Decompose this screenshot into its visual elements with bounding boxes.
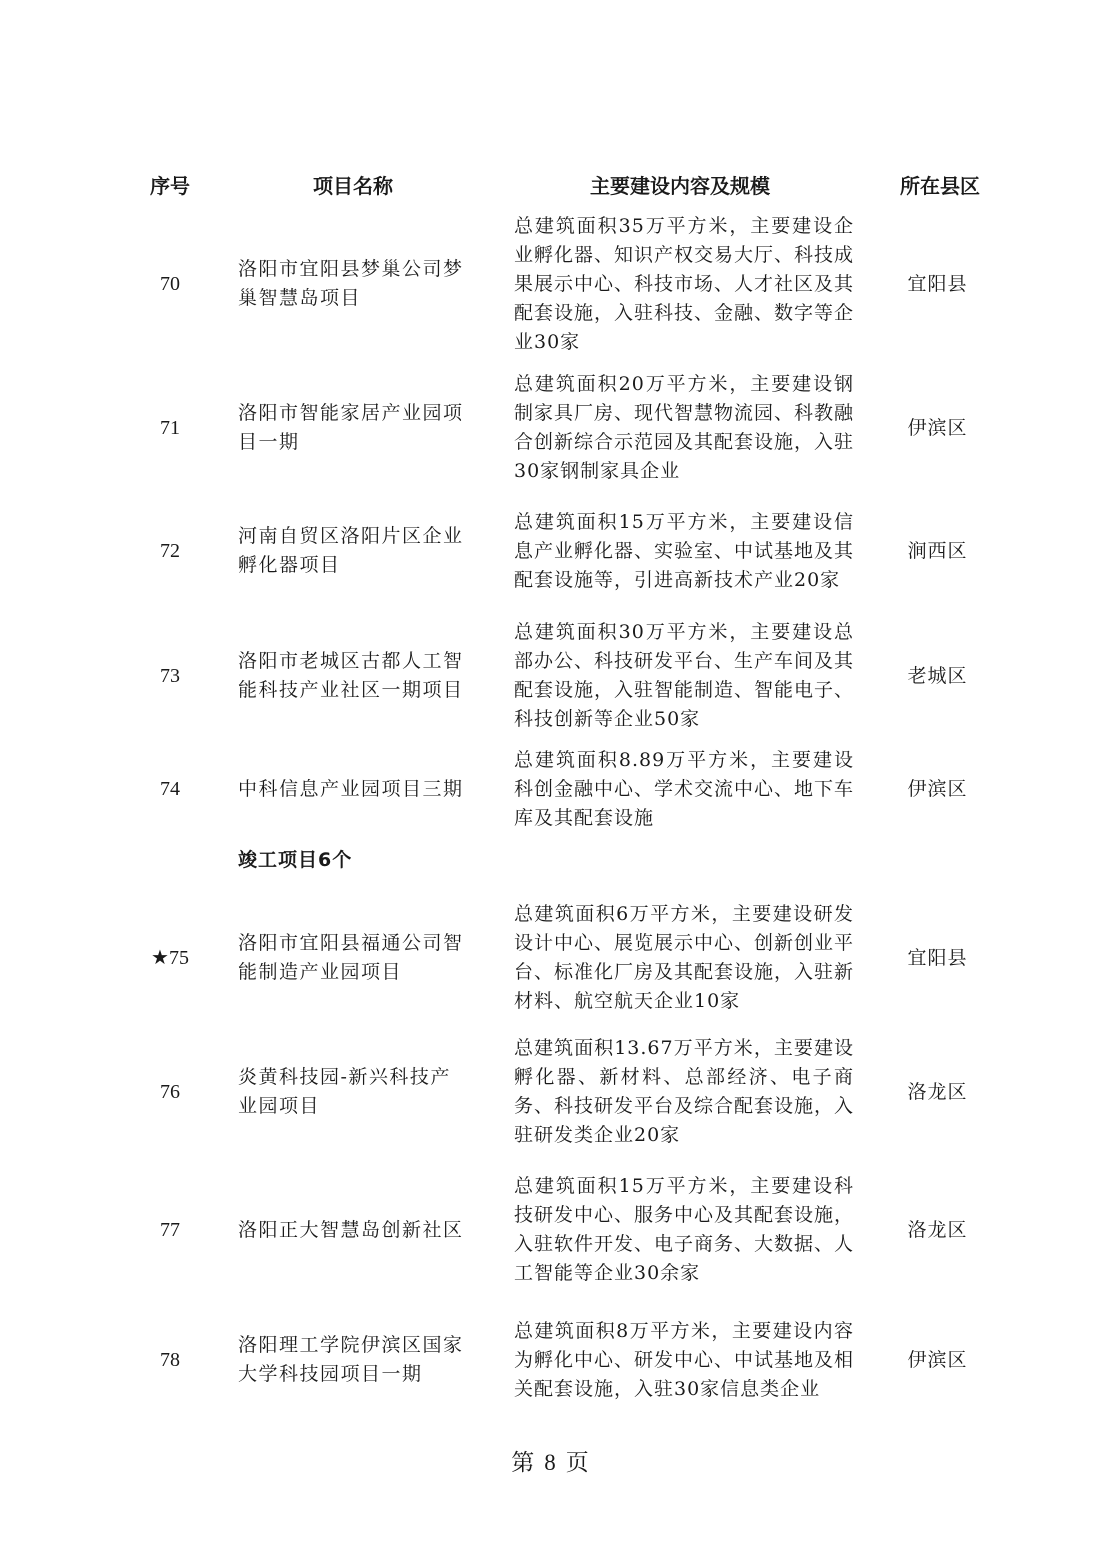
row-seq: 73 <box>160 664 180 687</box>
row-county: 老城区 <box>907 664 968 687</box>
row-project-name: 洛阳市宜阳县福通公司智能制造产业园项目 <box>238 932 464 983</box>
row-content: 总建筑面积8.89万平方米，主要建设科创金融中心、学术交流中心、地下车库及其配套设施 <box>514 748 855 829</box>
row-content: 总建筑面积6万平方米，主要建设研发设计中心、展览展示中心、创新创业平台、标准化厂房及其配套设施，入驻新材料、航空航天企业10家 <box>514 903 855 1012</box>
table-row <box>0 210 1102 358</box>
row-project-name: 洛阳理工学院伊滨区国家大学科技园项目一期 <box>238 1334 464 1385</box>
row-county: 洛龙区 <box>907 1080 968 1103</box>
row-seq: 74 <box>160 777 180 800</box>
header-county: 所在县区 <box>900 174 980 198</box>
row-county: 伊滨区 <box>907 1348 968 1371</box>
row-county: 宜阳县 <box>907 272 968 295</box>
row-content: 总建筑面积8万平方米，主要建设内容为孵化中心、研发中心、中试基地及相关配套设施，入驻30家信息类企业 <box>514 1319 855 1400</box>
row-county: 伊滨区 <box>907 777 968 800</box>
row-project-name: 炎黄科技园-新兴科技产业园项目 <box>238 1066 451 1117</box>
header-content: 主要建设内容及规模 <box>590 174 770 198</box>
table-row <box>0 506 1102 596</box>
row-project-name: 洛阳正大智慧岛创新社区 <box>238 1218 464 1241</box>
section-title-completed: 竣工项目6个 <box>238 849 353 871</box>
page-prefix: 第 <box>511 1450 537 1476</box>
row-content: 总建筑面积35万平方米，主要建设企业孵化器、知识产权交易大厅、科技成果展示中心、科技市场、人才社区及其配套设施，入驻科技、金融、数字等企业30家 <box>514 214 855 353</box>
row-county: 洛龙区 <box>907 1218 968 1241</box>
table-row <box>0 744 1102 834</box>
row-seq: 78 <box>160 1348 180 1371</box>
row-county: 涧西区 <box>907 539 968 562</box>
row-seq: 72 <box>160 539 180 562</box>
row-seq: 76 <box>160 1080 180 1103</box>
table-row <box>0 616 1102 736</box>
table-row <box>0 898 1102 1018</box>
page-footer <box>0 1446 1102 1480</box>
header-seq: 序号 <box>150 174 190 198</box>
row-county: 宜阳县 <box>907 946 968 969</box>
row-seq: 70 <box>160 272 180 295</box>
row-county: 伊滨区 <box>907 416 968 439</box>
row-project-name: 河南自贸区洛阳片区企业孵化器项目 <box>238 525 464 576</box>
row-project-name: 中科信息产业园项目三期 <box>238 777 464 800</box>
header-name: 项目名称 <box>313 174 393 198</box>
row-seq: 71 <box>160 416 180 439</box>
row-content: 总建筑面积20万平方米，主要建设钢制家具厂房、现代智慧物流园、科教融合创新综合示范园及其配套设施，入驻30家钢制家具企业 <box>514 373 855 482</box>
row-project-name: 洛阳市智能家居产业园项目一期 <box>238 402 464 453</box>
table-header <box>0 170 1102 202</box>
row-seq: ★75 <box>151 946 189 969</box>
page-number: 8 <box>544 1450 558 1475</box>
table-row <box>0 1170 1102 1290</box>
table-row <box>0 368 1102 488</box>
row-content: 总建筑面积15万平方米，主要建设信息产业孵化器、实验室、中试基地及其配套设施等，引进高新技术产业20家 <box>514 510 855 591</box>
row-content: 总建筑面积13.67万平方米，主要建设孵化器、新材料、总部经济、电子商务、科技研发平台及综合配套设施，入驻研发类企业20家 <box>514 1037 855 1146</box>
table-row <box>0 1300 1102 1420</box>
row-project-name: 洛阳市老城区古都人工智能科技产业社区一期项目 <box>238 650 464 701</box>
page-suffix: 页 <box>565 1450 591 1476</box>
row-project-name: 洛阳市宜阳县梦巢公司梦巢智慧岛项目 <box>238 258 464 309</box>
row-content: 总建筑面积15万平方米，主要建设科技研发中心、服务中心及其配套设施，入驻软件开发、电子商务、大数据、人工智能等企业30余家 <box>514 1175 855 1284</box>
table-row <box>0 1032 1102 1152</box>
row-content: 总建筑面积30万平方米，主要建设总部办公、科技研发平台、生产车间及其配套设施，入驻智能制造、智能电子、科技创新等企业50家 <box>514 621 855 730</box>
row-seq: 77 <box>160 1218 180 1241</box>
